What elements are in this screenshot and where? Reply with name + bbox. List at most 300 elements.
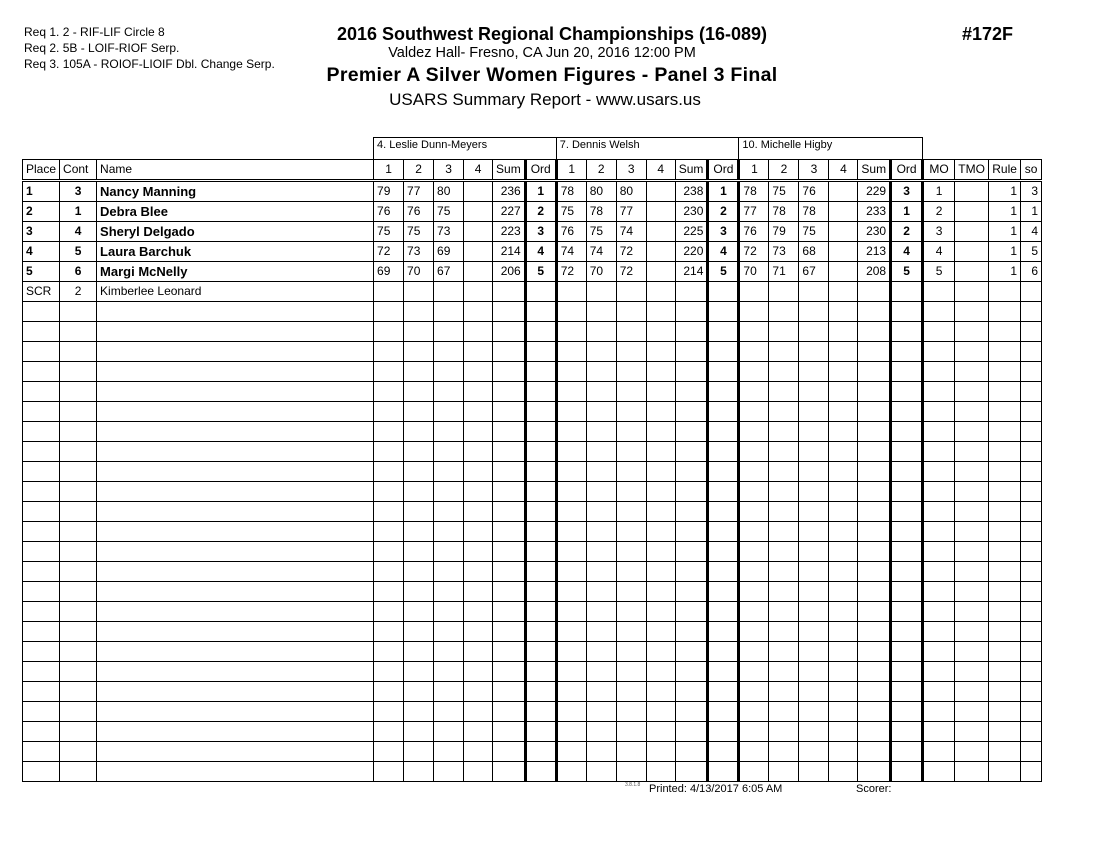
empty-cell	[675, 342, 708, 362]
empty-cell	[989, 362, 1021, 382]
empty-cell	[989, 562, 1021, 582]
empty-cell	[923, 322, 955, 342]
judge-2-score-1	[556, 282, 586, 302]
empty-cell	[675, 422, 708, 442]
empty-cell	[493, 702, 526, 722]
empty-cell	[989, 322, 1021, 342]
judge-1-score-4	[464, 262, 493, 282]
empty-cell	[923, 702, 955, 722]
empty-cell	[708, 742, 739, 762]
empty-cell	[616, 482, 646, 502]
empty-cell	[739, 702, 769, 722]
empty-cell	[525, 582, 556, 602]
empty-cell	[97, 462, 374, 482]
empty-cell	[556, 642, 586, 662]
judge-1-score-1: 69	[374, 262, 404, 282]
empty-cell	[739, 662, 769, 682]
empty-cell	[586, 682, 616, 702]
empty-cell	[989, 702, 1021, 722]
empty-cell	[708, 502, 739, 522]
empty-cell	[434, 682, 464, 702]
empty-cell	[858, 302, 891, 322]
empty-cell	[955, 362, 989, 382]
judge-2-sum: 220	[675, 242, 708, 262]
judge-1-score-2	[404, 282, 434, 302]
col-j1-s1: 1	[374, 160, 404, 181]
software-version: 3.8.1.8	[625, 782, 641, 788]
empty-cell	[97, 322, 374, 342]
empty-cell	[404, 562, 434, 582]
empty-cell	[646, 462, 675, 482]
empty-cell	[769, 742, 799, 762]
table-row	[23, 181, 1042, 202]
judge-2-score-2: 78	[586, 202, 616, 222]
empty-cell	[404, 382, 434, 402]
empty-cell	[97, 502, 374, 522]
empty-cell	[556, 402, 586, 422]
empty-cell	[404, 302, 434, 322]
empty-cell	[799, 462, 829, 482]
empty-cell	[616, 762, 646, 782]
empty-cell	[989, 302, 1021, 322]
empty-cell	[404, 662, 434, 682]
empty-cell	[525, 482, 556, 502]
empty-cell	[739, 502, 769, 522]
empty-cell	[374, 602, 404, 622]
empty-cell	[525, 382, 556, 402]
empty-cell	[829, 722, 858, 742]
empty-cell	[23, 362, 60, 382]
empty-cell	[955, 382, 989, 402]
empty-cell	[616, 562, 646, 582]
empty-cell	[525, 542, 556, 562]
judge-3-score-1	[739, 282, 769, 302]
empty-cell	[708, 302, 739, 322]
empty-cell	[23, 442, 60, 462]
col-place: Place	[23, 160, 60, 181]
skater-name: Laura Barchuk	[97, 242, 374, 262]
judge-1-score-1: 75	[374, 222, 404, 242]
empty-cell	[434, 502, 464, 522]
judge-1-score-2: 76	[404, 202, 434, 222]
empty-cell	[829, 582, 858, 602]
empty-cell	[769, 342, 799, 362]
empty-row	[23, 382, 1042, 402]
empty-cell	[769, 602, 799, 622]
empty-cell	[858, 562, 891, 582]
empty-cell	[829, 662, 858, 682]
table-row	[23, 282, 1042, 302]
judge-2-score-2: 70	[586, 262, 616, 282]
col-j2-s3: 3	[616, 160, 646, 181]
cont-cell: 5	[60, 242, 97, 262]
so-cell	[1021, 282, 1042, 302]
empty-cell	[404, 482, 434, 502]
skater-name: Margi McNelly	[97, 262, 374, 282]
empty-cell	[616, 702, 646, 722]
empty-cell	[891, 382, 923, 402]
empty-cell	[646, 362, 675, 382]
empty-cell	[464, 722, 493, 742]
empty-row	[23, 422, 1042, 442]
empty-cell	[525, 682, 556, 702]
judge-1-score-1: 72	[374, 242, 404, 262]
empty-cell	[675, 322, 708, 342]
empty-cell	[989, 522, 1021, 542]
empty-cell	[374, 322, 404, 342]
judge-2-ordinal	[708, 282, 739, 302]
empty-cell	[769, 302, 799, 322]
empty-cell	[799, 482, 829, 502]
empty-cell	[891, 442, 923, 462]
empty-cell	[60, 302, 97, 322]
empty-cell	[829, 422, 858, 442]
column-header-row	[23, 160, 1042, 181]
col-j3-sum: Sum	[858, 160, 891, 181]
empty-cell	[769, 562, 799, 582]
empty-cell	[60, 482, 97, 502]
empty-cell	[769, 622, 799, 642]
empty-cell	[464, 702, 493, 722]
empty-cell	[60, 702, 97, 722]
empty-cell	[97, 602, 374, 622]
judge-1-score-3: 69	[434, 242, 464, 262]
col-j2-sum: Sum	[675, 160, 708, 181]
col-j3-s4: 4	[829, 160, 858, 181]
mo-cell: 4	[923, 242, 955, 262]
judge-3-score-2: 71	[769, 262, 799, 282]
so-cell: 1	[1021, 202, 1042, 222]
judge-3-score-2	[769, 282, 799, 302]
empty-cell	[989, 582, 1021, 602]
scorer-label: Scorer:	[856, 783, 892, 795]
empty-cell	[556, 462, 586, 482]
empty-cell	[586, 722, 616, 742]
col-j3-s2: 2	[769, 160, 799, 181]
judge-2-score-2: 75	[586, 222, 616, 242]
empty-cell	[858, 362, 891, 382]
empty-cell	[675, 482, 708, 502]
empty-cell	[374, 742, 404, 762]
empty-cell	[739, 722, 769, 742]
empty-cell	[493, 642, 526, 662]
empty-cell	[525, 442, 556, 462]
empty-cell	[97, 542, 374, 562]
empty-cell	[923, 582, 955, 602]
judge-3-score-1: 70	[739, 262, 769, 282]
empty-cell	[23, 722, 60, 742]
col-j2-s2: 2	[586, 160, 616, 181]
judge-1-ordinal: 4	[525, 242, 556, 262]
empty-cell	[923, 442, 955, 462]
judge-3-score-2: 78	[769, 202, 799, 222]
empty-cell	[586, 762, 616, 782]
place-cell: 3	[23, 222, 60, 242]
empty-cell	[858, 442, 891, 462]
empty-cell	[586, 622, 616, 642]
empty-cell	[858, 602, 891, 622]
table-row	[23, 222, 1042, 242]
empty-cell	[708, 362, 739, 382]
judge-3-score-3: 76	[799, 181, 829, 202]
empty-cell	[97, 702, 374, 722]
empty-cell	[434, 382, 464, 402]
empty-cell	[616, 342, 646, 362]
mo-cell: 1	[923, 181, 955, 202]
empty-row	[23, 702, 1042, 722]
empty-cell	[493, 442, 526, 462]
empty-row	[23, 362, 1042, 382]
judge-2-score-4	[646, 222, 675, 242]
col-mo: MO	[923, 160, 955, 181]
judge-1-score-2: 77	[404, 181, 434, 202]
empty-cell	[464, 342, 493, 362]
empty-cell	[556, 502, 586, 522]
empty-cell	[434, 662, 464, 682]
empty-cell	[23, 462, 60, 482]
empty-cell	[858, 662, 891, 682]
empty-cell	[23, 342, 60, 362]
empty-cell	[955, 422, 989, 442]
empty-cell	[675, 682, 708, 702]
empty-cell	[923, 402, 955, 422]
empty-cell	[493, 342, 526, 362]
empty-cell	[989, 422, 1021, 442]
judge-1-score-4	[464, 202, 493, 222]
mo-cell: 5	[923, 262, 955, 282]
empty-cell	[60, 322, 97, 342]
empty-cell	[616, 382, 646, 402]
empty-cell	[493, 722, 526, 742]
empty-cell	[525, 342, 556, 362]
empty-cell	[464, 482, 493, 502]
empty-cell	[404, 462, 434, 482]
judge-1-sum	[493, 282, 526, 302]
empty-cell	[739, 562, 769, 582]
empty-cell	[739, 402, 769, 422]
judge-3-score-1: 72	[739, 242, 769, 262]
empty-cell	[525, 462, 556, 482]
empty-cell	[739, 442, 769, 462]
empty-cell	[858, 762, 891, 782]
empty-cell	[989, 742, 1021, 762]
empty-cell	[799, 682, 829, 702]
empty-cell	[646, 502, 675, 522]
empty-cell	[923, 302, 955, 322]
empty-cell	[858, 682, 891, 702]
empty-cell	[739, 322, 769, 342]
empty-cell	[60, 642, 97, 662]
empty-cell	[525, 662, 556, 682]
printed-timestamp: Printed: 4/13/2017 6:05 AM	[649, 783, 783, 795]
judge-2-score-4	[646, 202, 675, 222]
judge-3-score-3: 75	[799, 222, 829, 242]
empty-cell	[769, 422, 799, 442]
empty-row	[23, 722, 1042, 742]
empty-cell	[493, 482, 526, 502]
empty-cell	[556, 542, 586, 562]
empty-cell	[989, 502, 1021, 522]
judge-1-sum: 223	[493, 222, 526, 242]
empty-cell	[675, 602, 708, 622]
empty-cell	[708, 402, 739, 422]
empty-cell	[923, 682, 955, 702]
empty-cell	[955, 662, 989, 682]
empty-cell	[675, 622, 708, 642]
empty-cell	[769, 542, 799, 562]
empty-cell	[434, 462, 464, 482]
empty-cell	[799, 622, 829, 642]
empty-cell	[586, 582, 616, 602]
empty-cell	[799, 502, 829, 522]
empty-cell	[23, 502, 60, 522]
empty-cell	[493, 622, 526, 642]
col-j1-ord: Ord	[525, 160, 556, 181]
empty-cell	[586, 702, 616, 722]
empty-cell	[708, 642, 739, 662]
judge-2-score-3	[616, 282, 646, 302]
empty-cell	[1021, 442, 1042, 462]
empty-cell	[97, 562, 374, 582]
empty-cell	[799, 522, 829, 542]
empty-cell	[404, 682, 434, 702]
empty-cell	[923, 542, 955, 562]
empty-cell	[858, 642, 891, 662]
empty-cell	[556, 422, 586, 442]
empty-cell	[675, 302, 708, 322]
empty-cell	[989, 722, 1021, 742]
empty-row	[23, 522, 1042, 542]
empty-cell	[404, 362, 434, 382]
judge-2-score-4	[646, 242, 675, 262]
empty-cell	[1021, 402, 1042, 422]
empty-cell	[556, 762, 586, 782]
judge-2-score-3: 74	[616, 222, 646, 242]
table-row	[23, 242, 1042, 262]
empty-cell	[586, 742, 616, 762]
empty-cell	[989, 642, 1021, 662]
empty-cell	[616, 622, 646, 642]
empty-cell	[464, 562, 493, 582]
empty-cell	[891, 482, 923, 502]
empty-row	[23, 502, 1042, 522]
empty-cell	[829, 302, 858, 322]
empty-cell	[556, 322, 586, 342]
empty-cell	[493, 402, 526, 422]
empty-cell	[493, 542, 526, 562]
empty-cell	[464, 422, 493, 442]
empty-cell	[525, 502, 556, 522]
empty-cell	[923, 562, 955, 582]
col-j2-s1: 1	[556, 160, 586, 181]
empty-cell	[955, 702, 989, 722]
empty-cell	[891, 702, 923, 722]
judge-3-sum	[858, 282, 891, 302]
empty-cell	[97, 722, 374, 742]
empty-cell	[955, 682, 989, 702]
empty-cell	[989, 382, 1021, 402]
empty-cell	[374, 622, 404, 642]
empty-cell	[858, 582, 891, 602]
tmo-cell	[955, 282, 989, 302]
empty-cell	[1021, 762, 1042, 782]
empty-cell	[955, 602, 989, 622]
empty-cell	[464, 382, 493, 402]
empty-cell	[858, 382, 891, 402]
empty-cell	[616, 522, 646, 542]
empty-cell	[404, 322, 434, 342]
table-row	[23, 262, 1042, 282]
empty-cell	[923, 342, 955, 362]
empty-cell	[989, 682, 1021, 702]
empty-row	[23, 582, 1042, 602]
empty-cell	[829, 442, 858, 462]
empty-cell	[799, 642, 829, 662]
requirement-3: Req 3. 105A - ROIOF-LIOIF Dbl. Change Serp.	[24, 57, 275, 71]
empty-cell	[60, 402, 97, 422]
judge-2-sum: 238	[675, 181, 708, 202]
empty-cell	[1021, 582, 1042, 602]
empty-cell	[97, 582, 374, 602]
empty-cell	[23, 302, 60, 322]
empty-cell	[858, 742, 891, 762]
empty-cell	[464, 622, 493, 642]
empty-cell	[708, 622, 739, 642]
empty-cell	[525, 322, 556, 342]
empty-cell	[434, 582, 464, 602]
empty-cell	[646, 322, 675, 342]
empty-cell	[586, 422, 616, 442]
judge-2-score-2	[586, 282, 616, 302]
empty-cell	[829, 762, 858, 782]
empty-cell	[60, 742, 97, 762]
empty-cell	[708, 682, 739, 702]
empty-cell	[799, 382, 829, 402]
empty-cell	[675, 462, 708, 482]
place-cell: 4	[23, 242, 60, 262]
skater-name: Sheryl Delgado	[97, 222, 374, 242]
empty-cell	[739, 582, 769, 602]
empty-row	[23, 482, 1042, 502]
judge-3-score-1: 78	[739, 181, 769, 202]
judge-2-sum: 230	[675, 202, 708, 222]
empty-cell	[891, 542, 923, 562]
empty-cell	[556, 342, 586, 362]
empty-cell	[60, 542, 97, 562]
empty-cell	[646, 622, 675, 642]
empty-cell	[858, 322, 891, 342]
empty-cell	[675, 762, 708, 782]
empty-cell	[891, 362, 923, 382]
empty-cell	[955, 322, 989, 342]
empty-cell	[955, 342, 989, 362]
empty-cell	[464, 302, 493, 322]
empty-cell	[799, 582, 829, 602]
judge-3-sum: 213	[858, 242, 891, 262]
empty-cell	[829, 382, 858, 402]
empty-cell	[829, 542, 858, 562]
empty-cell	[923, 482, 955, 502]
empty-cell	[829, 702, 858, 722]
empty-cell	[646, 762, 675, 782]
empty-cell	[404, 442, 434, 462]
empty-cell	[1021, 682, 1042, 702]
empty-cell	[675, 662, 708, 682]
empty-cell	[434, 522, 464, 542]
empty-cell	[60, 462, 97, 482]
empty-cell	[799, 702, 829, 722]
empty-cell	[1021, 722, 1042, 742]
